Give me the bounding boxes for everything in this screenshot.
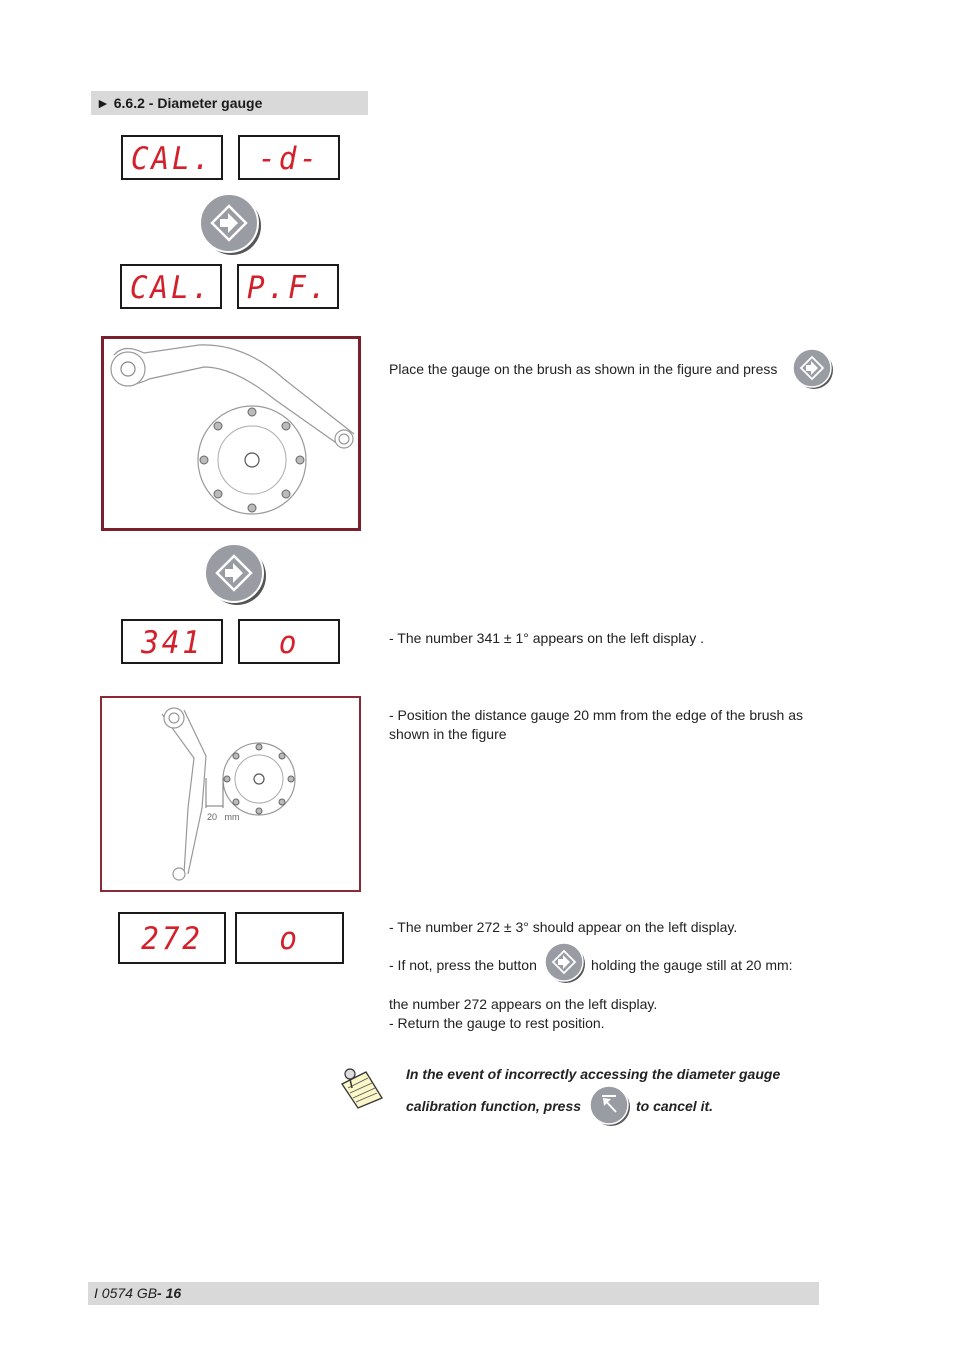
footer-doc-id: I 0574 GB [94, 1285, 158, 1301]
number-341-text: - The number 341 ± 1° appears on the left display . [389, 630, 704, 646]
display-left-2-text: CAL. [129, 270, 213, 306]
display-right-3 [238, 619, 340, 664]
display-left-4-text: 272 [141, 921, 203, 957]
dimension-label: 20 mm [207, 812, 240, 822]
display-right-3-text: o [278, 625, 300, 661]
display-left-4 [118, 912, 226, 964]
display-right-2-text: P.F. [246, 270, 330, 306]
enter-button-icon[interactable] [198, 192, 266, 256]
display-right-1 [238, 135, 340, 180]
enter-button-icon-2[interactable] [203, 542, 271, 606]
position-gauge-text-1: - Position the distance gauge 20 mm from the edge of the brush as [389, 707, 804, 723]
page-footer [88, 1282, 819, 1305]
figure-gauge-on-brush [101, 336, 361, 531]
return-rest-text: - Return the gauge to rest position. [389, 1015, 605, 1031]
note-line-2-after: to cancel it. [636, 1098, 714, 1114]
display-left-1-text: CAL. [130, 141, 214, 177]
if-not-text-after: holding the gauge still at 20 mm: [591, 957, 793, 973]
note-icon [336, 1064, 386, 1110]
if-not-text-before: - If not, press the button [389, 957, 537, 973]
display-right-1-text: -d- [258, 141, 320, 177]
section-arrow: ► [96, 95, 110, 111]
note-line-2-before: calibration function, press [406, 1098, 582, 1114]
figure-distance-gauge [100, 696, 361, 892]
distance-gauge-drawing [102, 698, 359, 890]
place-gauge-text: Place the gauge on the brush as shown in the figure and press [389, 361, 778, 377]
enter-button-icon-inline[interactable] [792, 347, 836, 391]
display-right-2 [237, 264, 339, 309]
number-272-text: - The number 272 ± 3° should appear on the left display. [389, 919, 738, 935]
section-heading [91, 91, 368, 115]
display-right-4 [235, 912, 344, 964]
display-left-2 [120, 264, 222, 309]
display-right-4-text: o [279, 921, 300, 957]
section-title: 6.6.2 - Diameter gauge [113, 95, 263, 111]
gauge-brush-drawing [104, 339, 358, 528]
display-left-3 [121, 619, 223, 664]
position-gauge-text-2: shown in the figure [389, 726, 507, 742]
footer-page-number: - 16 [157, 1285, 182, 1301]
display-left-1 [121, 135, 223, 180]
note-line-1: In the event of incorrectly accessing the diameter gauge [406, 1066, 781, 1082]
display-left-3-text: 341 [141, 625, 203, 661]
appears-272-text: the number 272 appears on the left display. [389, 996, 658, 1012]
escape-button-icon[interactable] [589, 1084, 633, 1128]
enter-button-icon-inline-2[interactable] [544, 941, 588, 985]
